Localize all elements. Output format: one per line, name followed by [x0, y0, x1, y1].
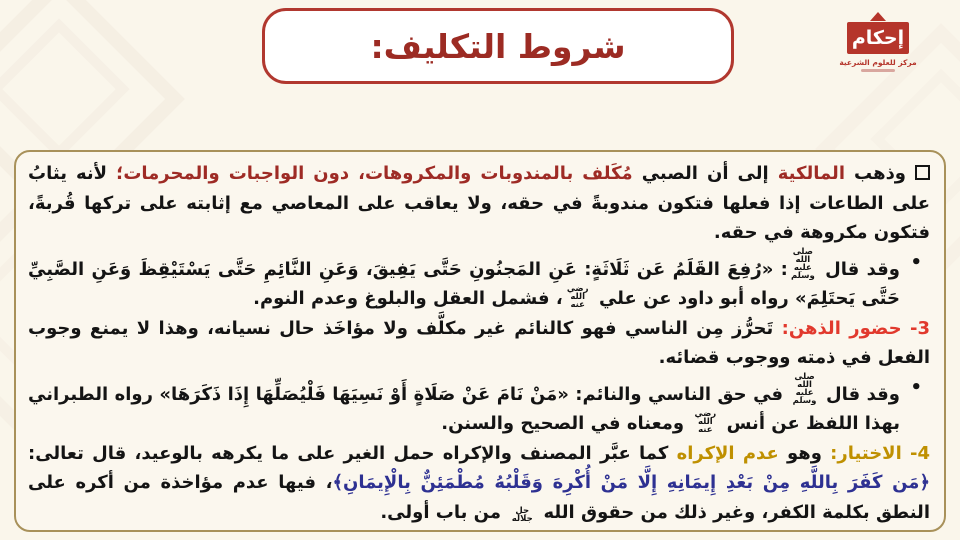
text-segment: مُكَلف بالمندوبات والمكروهات، دون الواجبات والمحرمات؛	[107, 163, 633, 184]
text-segment: : «رُفِعَ القَلَمُ عَن ثَلَاثَةٍ: عَنِ المَجنُونِ حَتَّى يَفِيقَ، وَعَنِ النَّائِمِ حَتَّى يَسْتَيْقِظَ وَعَنِ الصَّبِيِّ حَتَّى يَحتَلِمَ» رواه أبو داود عن علي	[28, 258, 900, 309]
text-segment: إلى أن الصبي	[632, 163, 769, 184]
text-segment: ، فيها عدم مؤاخذة من أكره على النطق بكلمة الكفر، وغير ذلك من حقوق الله	[28, 472, 930, 523]
text-segment: كما عبَّر المصنف والإكراه حمل الغير على ما يكرهه بالوعيد، قال تعالى:	[28, 442, 669, 464]
text-segment: تَحرُّز مِن الناسي فهو كالنائم غير مكلَّف ولا مؤاخَذ حال نسيانه، وهذا لا يمنع وجوب الفعل في ذمته ووجوب قضائه.	[28, 317, 930, 368]
text-segment: ، فشمل العقل والبلوغ وعدم النوم.	[253, 288, 563, 309]
text-segment: وقد قال	[819, 383, 900, 405]
dot-bullet-icon: •	[910, 376, 922, 398]
heading-segment: 3- حضور الذهن:	[773, 317, 930, 339]
title-banner	[262, 8, 734, 84]
logo-wordmark: إحكام	[847, 22, 909, 54]
page-title: شروط التكليف:	[370, 26, 626, 66]
text-segment: وقد قال	[817, 258, 900, 280]
honorific-ra: رضي الله عنه	[566, 284, 589, 310]
paragraph-hadith-pen-lifted	[28, 248, 930, 314]
logo-subtitle: مركز للعلوم الشرعية	[839, 58, 917, 67]
paragraph-hadith-forgot-prayer	[28, 373, 930, 439]
dot-bullet-icon: •	[910, 251, 922, 273]
quran-verse: ﴿مَن كَفَرَ بِاللَّهِ مِنْ بَعْدِ إِيمَانِهِ إِلَّا مَنْ أُكْرِهَ وَقَلْبُهُ مُطْمَئِنٌّ بِالْإِيمَانِ﴾	[332, 472, 930, 493]
paragraph-ikhtiyar	[28, 439, 930, 528]
paragraph-hudur-aldhihn	[28, 314, 930, 373]
honorific-ra: رضي الله عنه	[694, 409, 717, 435]
square-bullet-icon	[915, 165, 930, 180]
text-segment: عدم الإكراه	[668, 442, 779, 464]
honorific-jj: جل جلاله	[511, 505, 533, 524]
paragraph-malikiyyah	[28, 159, 930, 248]
honorific-saw: صلى الله عليه وسلم	[790, 246, 815, 281]
honorific-saw: صلى الله عليه وسلم	[792, 371, 817, 406]
text-segment: ومعناه في الصحيح والسنن.	[441, 413, 691, 434]
text-segment: لأنه يثابُ على الطاعات إذا فعلها فتكون مندوبةً في حقه، ولا يعاقب على المعاصي مع إثابته على تركها قُربةً، فتكون مكروهة في حقه.	[28, 163, 930, 243]
text-segment: وذهب	[845, 163, 906, 184]
text-segment: المالكية	[768, 163, 845, 184]
text-segment: من باب أولى.	[380, 501, 508, 523]
logo-roof-icon	[870, 12, 886, 21]
content-box	[14, 150, 946, 532]
heading-segment: 4- الاختيار:	[821, 442, 930, 464]
text-segment: في حق الناسي والنائم: «مَنْ نَامَ عَنْ صَلَاةٍ أَوْ نَسِيَهَا فَلْيُصَلِّهَا إِذَا ذَكَرَهَا» رواه الطبراني بهذا اللفظ عن أنس	[28, 383, 900, 434]
logo	[836, 12, 920, 72]
text-segment: وهو	[778, 442, 822, 464]
logo-tagline	[861, 69, 895, 72]
